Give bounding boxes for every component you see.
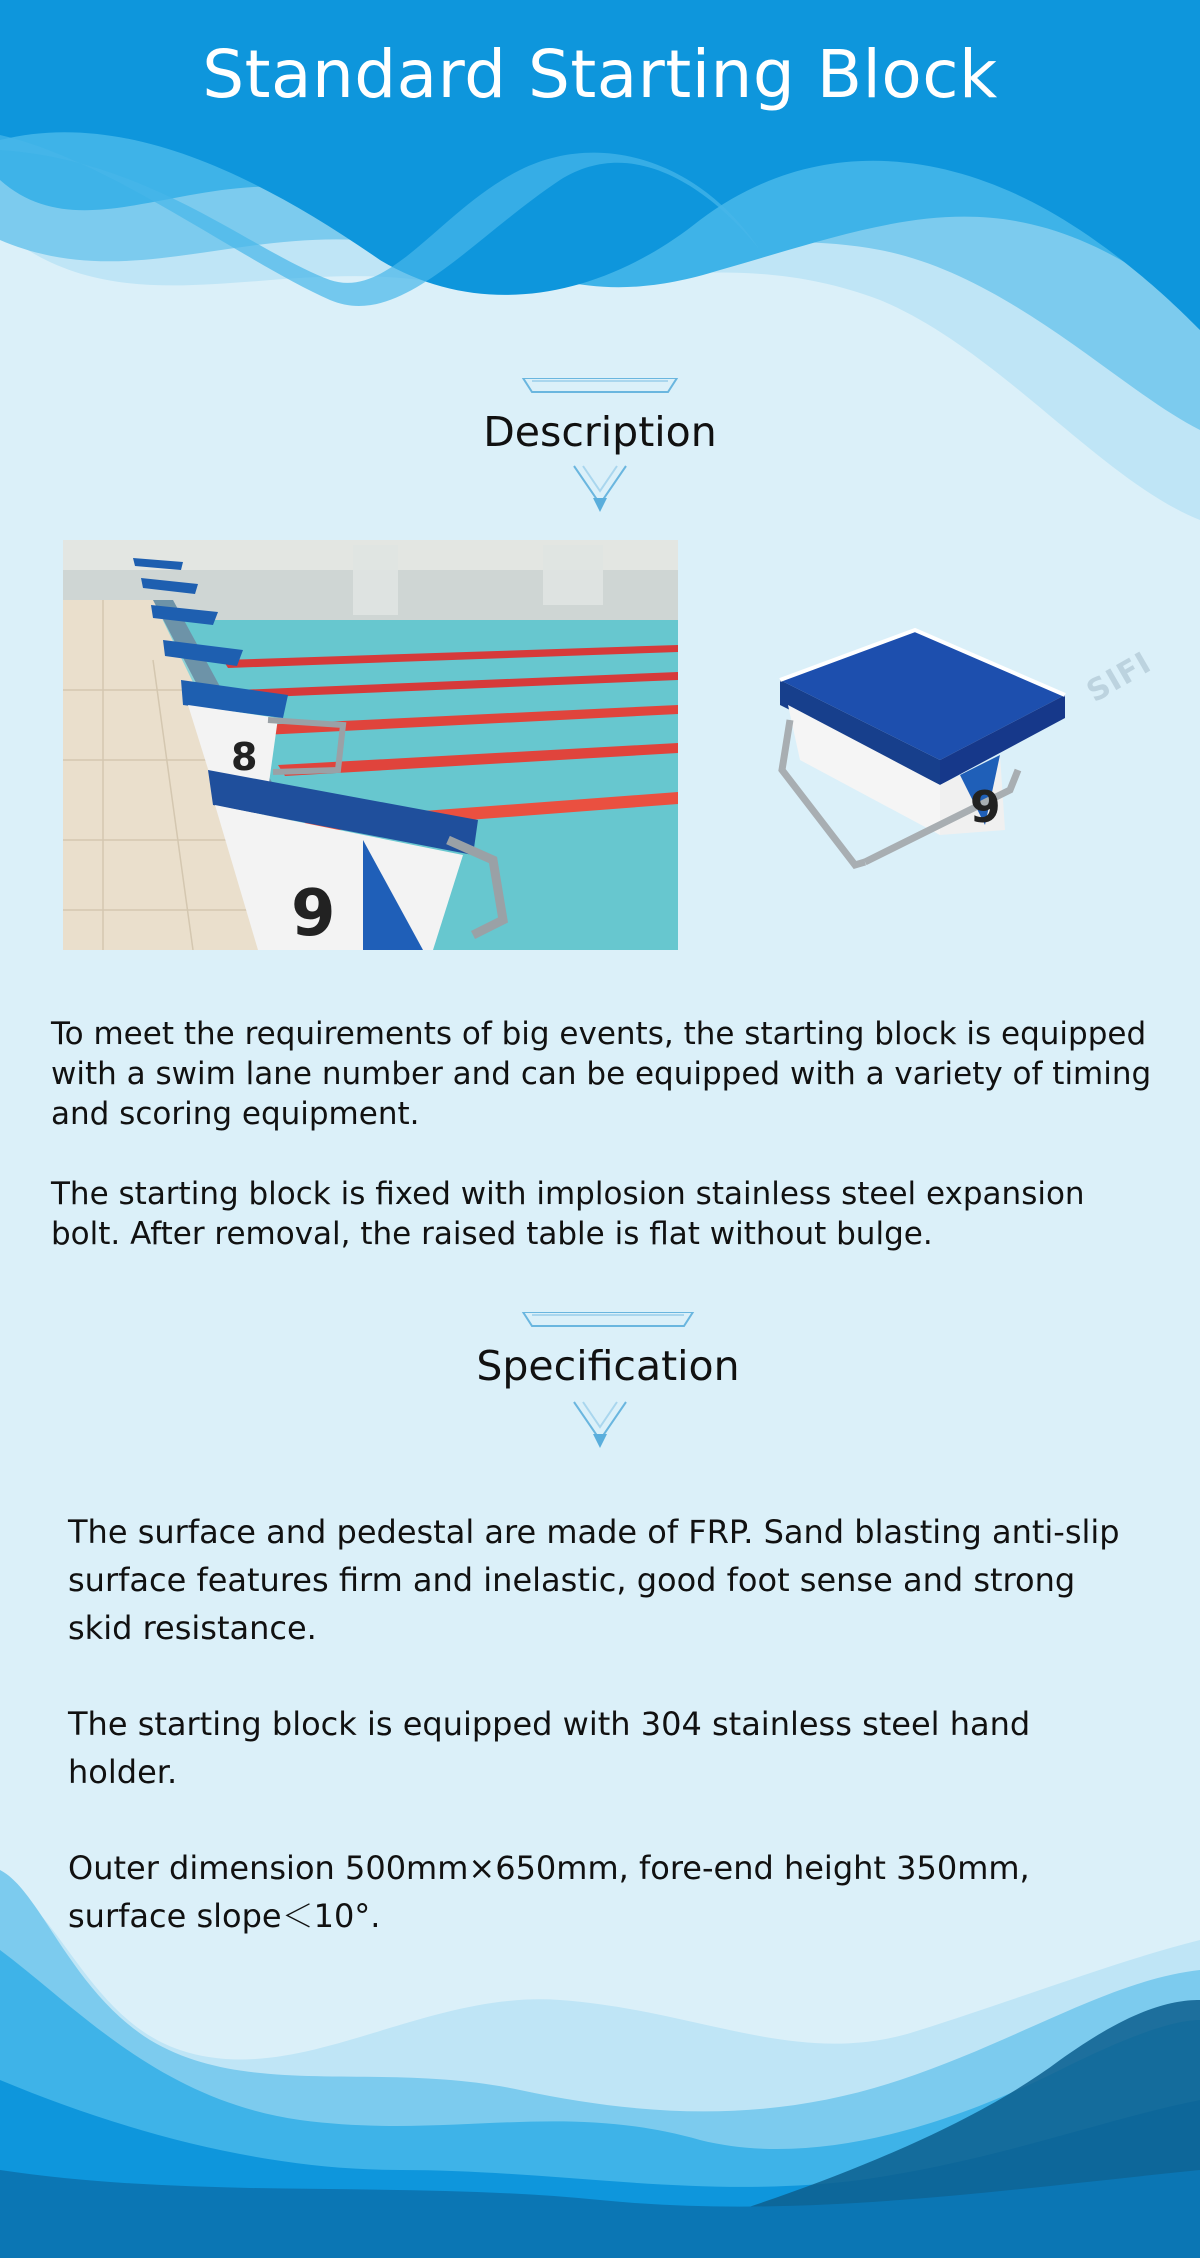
product-lane-number: 9 bbox=[970, 782, 1001, 833]
description-heading: Description bbox=[483, 408, 717, 456]
pool-starting-blocks-photo bbox=[63, 540, 678, 950]
starting-block-product-image bbox=[760, 610, 1100, 910]
page-title: Standard Starting Block bbox=[202, 36, 998, 113]
lane-number-8: 8 bbox=[231, 735, 258, 779]
lane-number-9: 9 bbox=[291, 877, 336, 950]
specification-paragraph: The starting block is equipped with 304 stainless steel hand holder. bbox=[68, 1705, 1031, 1791]
description-paragraph: To meet the requirements of big events, the starting block is equipped with a swim lane number and can be equipped with a variety of timing and scoring equipment. bbox=[51, 1016, 1152, 1132]
specification-paragraph: The surface and pedestal are made of FRP. Sand blasting anti-slip surface features firm and inelastic, good foot sense and strong skid resistance. bbox=[68, 1513, 1120, 1647]
specification-paragraph: Outer dimension 500mm×650mm, fore-end height 350mm, surface slope＜10°. bbox=[68, 1849, 1030, 1935]
specification-heading: Specification bbox=[476, 1342, 740, 1390]
description-body bbox=[51, 1014, 1161, 1294]
description-paragraph: The starting block is fixed with implosion stainless steel expansion bolt. After removal, the raised table is flat without bulge. bbox=[51, 1176, 1085, 1252]
specification-section-header bbox=[408, 1312, 808, 1462]
bottom-wave-background bbox=[0, 1870, 1200, 2258]
brand-watermark: SIFI bbox=[1080, 645, 1158, 710]
description-section-header bbox=[400, 378, 800, 528]
